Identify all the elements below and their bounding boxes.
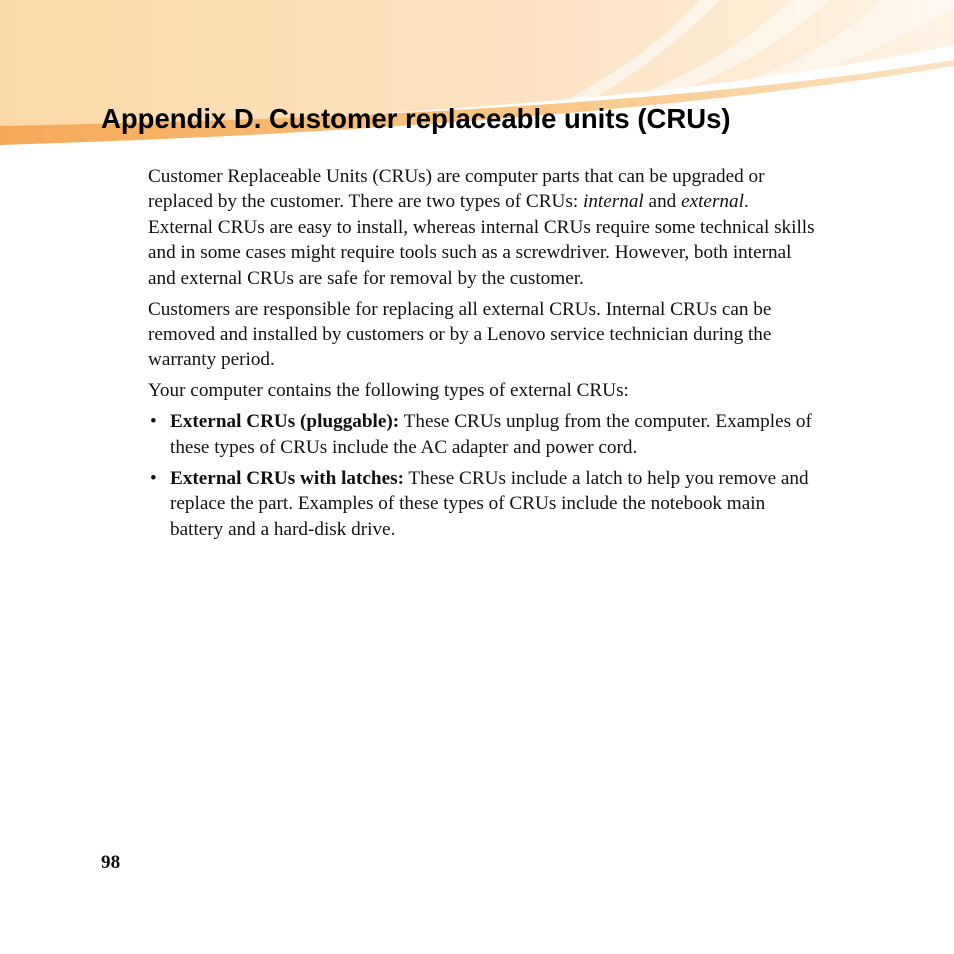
responsibility-paragraph: Customers are responsible for replacing all external CRUs. Internal CRUs can be removed and installed by customers or by a Lenovo service technician during the warranty period.	[148, 298, 772, 371]
intro-text-rest: . External CRUs are easy to install, whereas internal CRUs require some technical skills and in some cases might require tools such as a screwdriver. However, both internal and external CRUs are safe for removal by the customer.	[148, 191, 815, 289]
emphasis-internal: internal	[582, 191, 644, 213]
cru-types-list	[148, 409, 818, 542]
intro-paragraph	[148, 164, 818, 291]
intro-text: Customer Replaceable Units (CRUs) are computer parts that can be upgraded or replaced by the customer. There are two types of CRUs:	[148, 166, 765, 213]
bullet-text: These CRUs unplug from the computer. Examples of these types of CRUs include the AC adapter and power cord.	[170, 411, 812, 458]
intro-conjunction: and	[643, 191, 682, 213]
bullet-icon: •	[150, 467, 157, 489]
page-number: 98	[101, 852, 121, 873]
bullet-text: These CRUs include a latch to help you remove and replace the part. Examples of these types of CRUs include the notebook main battery and a hard-disk drive.	[170, 467, 809, 540]
bullet-icon: •	[150, 411, 157, 433]
emphasis-external: external	[681, 191, 744, 213]
bullet-term: External CRUs with latches:	[170, 467, 404, 489]
list-item	[148, 466, 818, 542]
main-content	[148, 164, 818, 548]
list-item	[148, 409, 818, 460]
cru-types-intro: Your computer contains the following types of external CRUs:	[148, 380, 629, 402]
page-title: Appendix D. Customer replaceable units (CRUs)	[101, 103, 731, 134]
bullet-term: External CRUs (pluggable):	[170, 411, 400, 433]
